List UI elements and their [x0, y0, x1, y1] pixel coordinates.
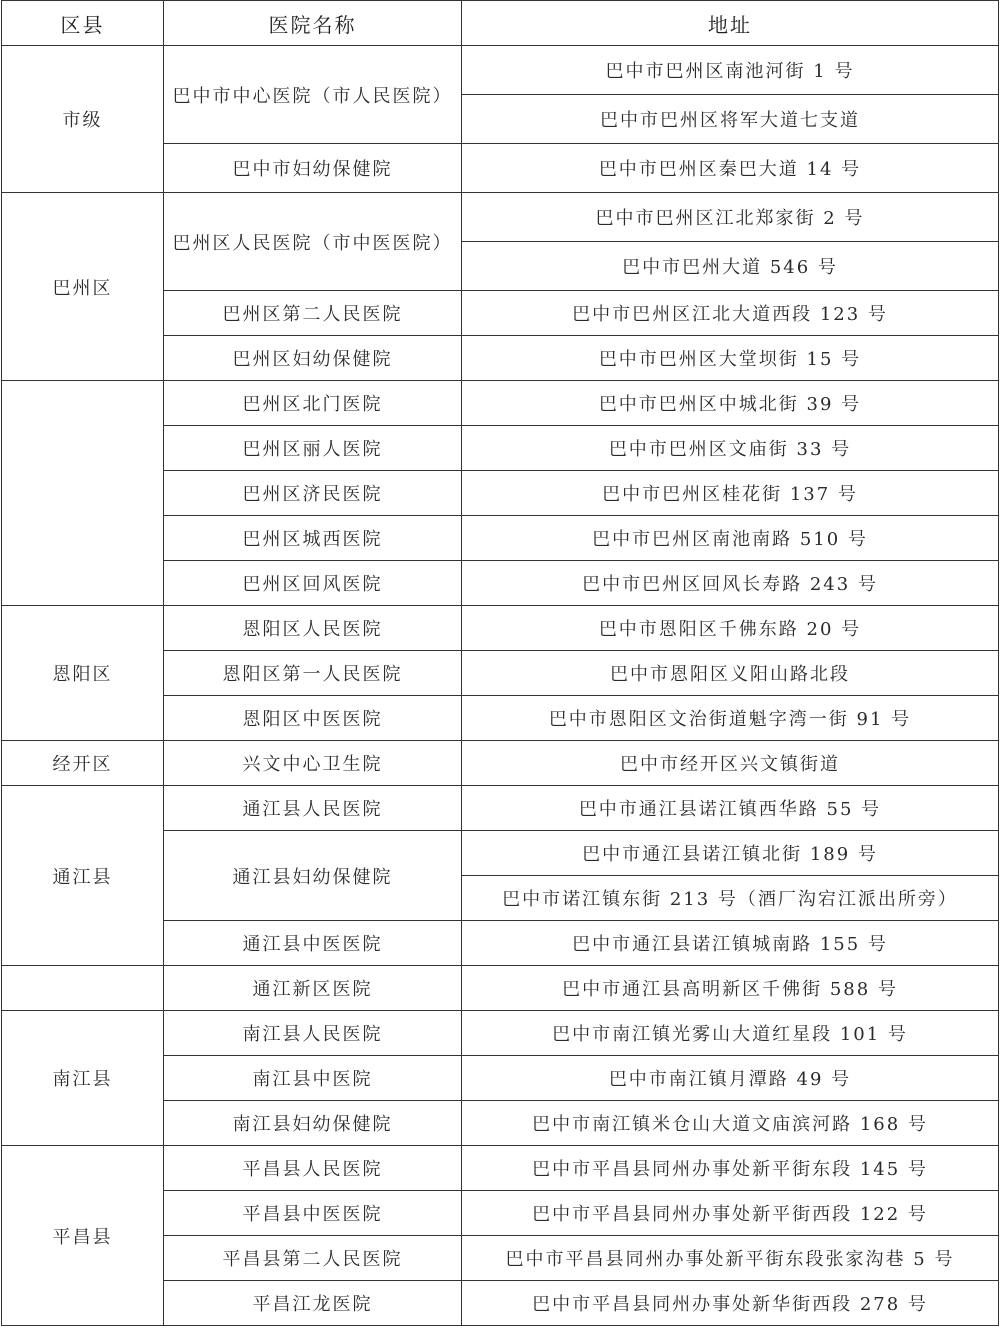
table-row	[2, 606, 999, 651]
table-header-row	[2, 1, 999, 46]
hospital-cell: 兴文中心卫生院	[164, 741, 462, 786]
district-cell: 南江县	[2, 1011, 164, 1146]
address-cell: 巴中市巴州区江北郑家街 2 号	[462, 193, 999, 242]
district-cell	[2, 381, 164, 606]
address-cell: 巴中市恩阳区千佛东路 20 号	[462, 606, 999, 651]
address-cell: 巴中市平昌县同州办事处新平街西段 122 号	[462, 1191, 999, 1236]
address-cell: 巴中市南江镇米仓山大道文庙滨河路 168 号	[462, 1101, 999, 1146]
district-cell: 恩阳区	[2, 606, 164, 741]
address-cell: 巴中市巴州区中城北街 39 号	[462, 381, 999, 426]
hospital-cell: 通江新区医院	[164, 966, 462, 1011]
hospital-cell: 巴州区妇幼保健院	[164, 336, 462, 381]
address-cell: 巴中市巴州大道 546 号	[462, 242, 999, 291]
address-cell: 巴中市恩阳区义阳山路北段	[462, 651, 999, 696]
address-cell: 巴中市巴州区桂花街 137 号	[462, 471, 999, 516]
district-cell: 经开区	[2, 741, 164, 786]
table-row	[2, 1146, 999, 1191]
hospital-cell: 通江县人民医院	[164, 786, 462, 831]
header-hospital: 医院名称	[164, 1, 462, 46]
address-cell: 巴中市巴州区南池河街 1 号	[462, 46, 999, 95]
hospital-cell: 平昌县人民医院	[164, 1146, 462, 1191]
hospital-cell: 巴中市妇幼保健院	[164, 144, 462, 193]
address-cell: 巴中市南江镇月潭路 49 号	[462, 1056, 999, 1101]
header-address: 地址	[462, 1, 999, 46]
address-cell: 巴中市经开区兴文镇街道	[462, 741, 999, 786]
address-cell: 巴中市恩阳区文治街道魁字湾一街 91 号	[462, 696, 999, 741]
address-cell: 巴中市巴州区大堂坝街 15 号	[462, 336, 999, 381]
hospital-cell: 巴州区丽人医院	[164, 426, 462, 471]
table-row	[2, 741, 999, 786]
hospital-cell: 巴州区济民医院	[164, 471, 462, 516]
address-cell: 巴中市巴州区文庙街 33 号	[462, 426, 999, 471]
table-row	[2, 46, 999, 95]
hospital-cell: 巴州区人民医院（市中医医院）	[164, 193, 462, 291]
address-cell: 巴中市平昌县同州办事处新平街东段 145 号	[462, 1146, 999, 1191]
hospital-cell: 平昌县中医医院	[164, 1191, 462, 1236]
hospital-cell: 通江县妇幼保健院	[164, 831, 462, 921]
hospital-cell: 恩阳区第一人民医院	[164, 651, 462, 696]
address-cell: 巴中市通江县诺江镇北街 189 号	[462, 831, 999, 876]
address-cell: 巴中市巴州区秦巴大道 14 号	[462, 144, 999, 193]
district-cell: 通江县	[2, 786, 164, 966]
table-row	[2, 966, 999, 1011]
hospital-cell: 南江县中医院	[164, 1056, 462, 1101]
address-cell: 巴中市平昌县同州办事处新平街东段张家沟巷 5 号	[462, 1236, 999, 1281]
table-row	[2, 381, 999, 426]
hospital-cell: 巴中市中心医院（市人民医院）	[164, 46, 462, 144]
hospital-cell: 平昌县第二人民医院	[164, 1236, 462, 1281]
address-cell: 巴中市南江镇光雾山大道红星段 101 号	[462, 1011, 999, 1056]
table-row	[2, 193, 999, 242]
hospital-cell: 平昌江龙医院	[164, 1281, 462, 1326]
address-cell: 巴中市平昌县同州办事处新华街西段 278 号	[462, 1281, 999, 1326]
hospital-cell: 巴州区城西医院	[164, 516, 462, 561]
table-row	[2, 786, 999, 831]
address-cell: 巴中市巴州区南池南路 510 号	[462, 516, 999, 561]
hospital-cell: 巴州区回风医院	[164, 561, 462, 606]
hospital-table	[1, 0, 999, 1326]
district-cell: 市级	[2, 46, 164, 193]
hospital-cell: 南江县人民医院	[164, 1011, 462, 1056]
hospital-cell: 巴州区北门医院	[164, 381, 462, 426]
district-cell: 平昌县	[2, 1146, 164, 1326]
address-cell: 巴中市通江县诺江镇城南路 155 号	[462, 921, 999, 966]
hospital-cell: 恩阳区中医医院	[164, 696, 462, 741]
address-cell: 巴中市巴州区江北大道西段 123 号	[462, 291, 999, 336]
address-cell: 巴中市通江县诺江镇西华路 55 号	[462, 786, 999, 831]
address-cell: 巴中市诺江镇东街 213 号（酒厂沟宕江派出所旁）	[462, 876, 999, 921]
address-cell: 巴中市巴州区回风长寿路 243 号	[462, 561, 999, 606]
district-cell: 巴州区	[2, 193, 164, 381]
table-row	[2, 1011, 999, 1056]
hospital-cell: 通江县中医医院	[164, 921, 462, 966]
header-district: 区县	[2, 1, 164, 46]
district-cell	[2, 966, 164, 1011]
hospital-cell: 恩阳区人民医院	[164, 606, 462, 651]
hospital-cell: 巴州区第二人民医院	[164, 291, 462, 336]
address-cell: 巴中市通江县高明新区千佛街 588 号	[462, 966, 999, 1011]
address-cell: 巴中市巴州区将军大道七支道	[462, 95, 999, 144]
hospital-cell: 南江县妇幼保健院	[164, 1101, 462, 1146]
